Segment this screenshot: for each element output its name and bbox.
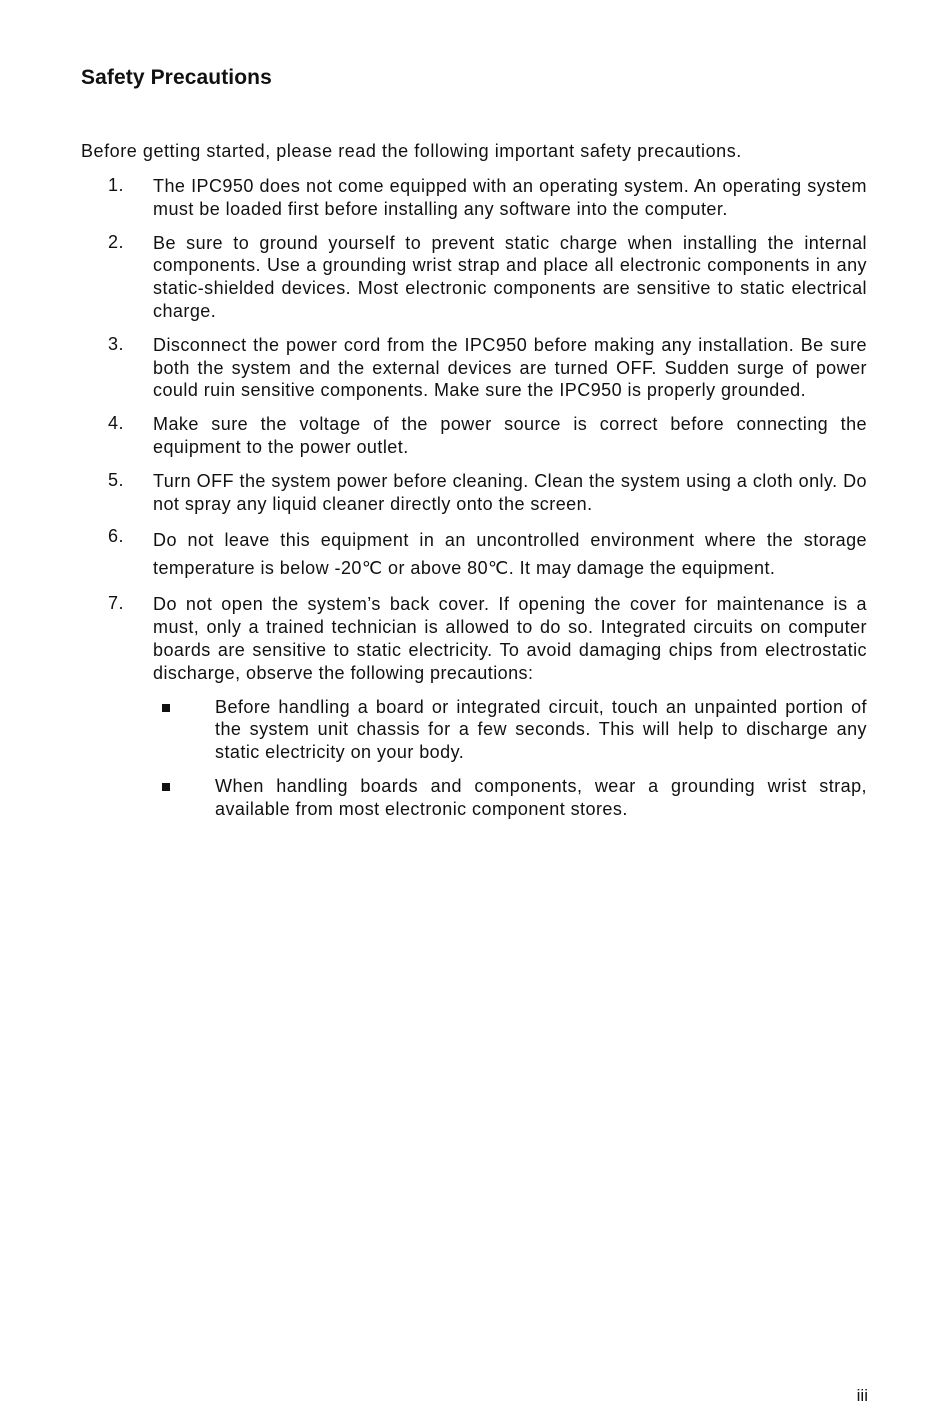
list-item-text: Be sure to ground yourself to prevent static charge when installing the internal components. Use a grounding wrist strap and place all electronic components in any static-shielded devices. Most electronic components are sensitive to static electrical charge. bbox=[153, 232, 867, 321]
list-item-text: Disconnect the power cord from the IPC950 before making any installation. Be sure both the system and the external devices are turned OFF. Sudden surge of power could ruin sensitive components. Make sure the IPC950 is properly grounded. bbox=[153, 334, 867, 401]
list-item bbox=[0, 334, 950, 402]
bullet-item bbox=[0, 775, 950, 821]
list-item-number: 2. bbox=[108, 231, 125, 252]
square-bullet-icon bbox=[162, 704, 170, 712]
list-item bbox=[0, 593, 950, 820]
list-item-number: 1. bbox=[108, 175, 125, 195]
page-title: Safety Precautions bbox=[81, 66, 272, 89]
list-item-text: Do not leave this equipment in an uncontrolled environment where the storage temperature is below -20℃ or above 80℃. It may damage the equipment. bbox=[153, 530, 867, 579]
bullet-item bbox=[0, 696, 950, 764]
bullet-item-text: Before handling a board or integrated circuit, touch an unpainted portion of the system unit chassis for a few seconds. This will help to discharge any static electricity on your body. bbox=[215, 696, 867, 763]
bullet-list bbox=[0, 696, 950, 821]
square-bullet-icon bbox=[162, 783, 170, 791]
list-item-number: 6. bbox=[108, 526, 125, 547]
page-number: iii bbox=[856, 1386, 868, 1405]
bullet-item-text: When handling boards and components, wear a grounding wrist strap, available from most electronic component stores. bbox=[215, 775, 867, 819]
list-item bbox=[0, 470, 950, 516]
list-item-text: Make sure the voltage of the power source is correct before connecting the equipment to the power outlet. bbox=[153, 414, 867, 457]
list-item-number: 5. bbox=[108, 469, 125, 490]
list-item-text: The IPC950 does not come equipped with an operating system. An operating system must be loaded first before installing any software into the computer. bbox=[153, 176, 867, 219]
list-item bbox=[0, 175, 950, 221]
precautions-list bbox=[0, 175, 950, 832]
list-item-number: 7. bbox=[108, 593, 125, 614]
list-item bbox=[0, 232, 950, 323]
list-item-number: 4. bbox=[108, 413, 125, 434]
list-item-text: Turn OFF the system power before cleaning. Clean the system using a cloth only. Do not spray any liquid cleaner directly onto the screen. bbox=[153, 470, 867, 514]
list-item bbox=[0, 413, 950, 459]
list-item-text: Do not open the system’s back cover. If opening the cover for maintenance is a must, only a trained technician is allowed to do so. Integrated circuits on computer boards are sensitive to static electricity. To avoid damaging chips from electrostatic discharge, observe the following precautions: bbox=[153, 594, 867, 683]
list-item bbox=[0, 526, 950, 582]
list-item-number: 3. bbox=[108, 333, 125, 354]
intro-paragraph: Before getting started, please read the following important safety precautions. bbox=[81, 141, 742, 161]
